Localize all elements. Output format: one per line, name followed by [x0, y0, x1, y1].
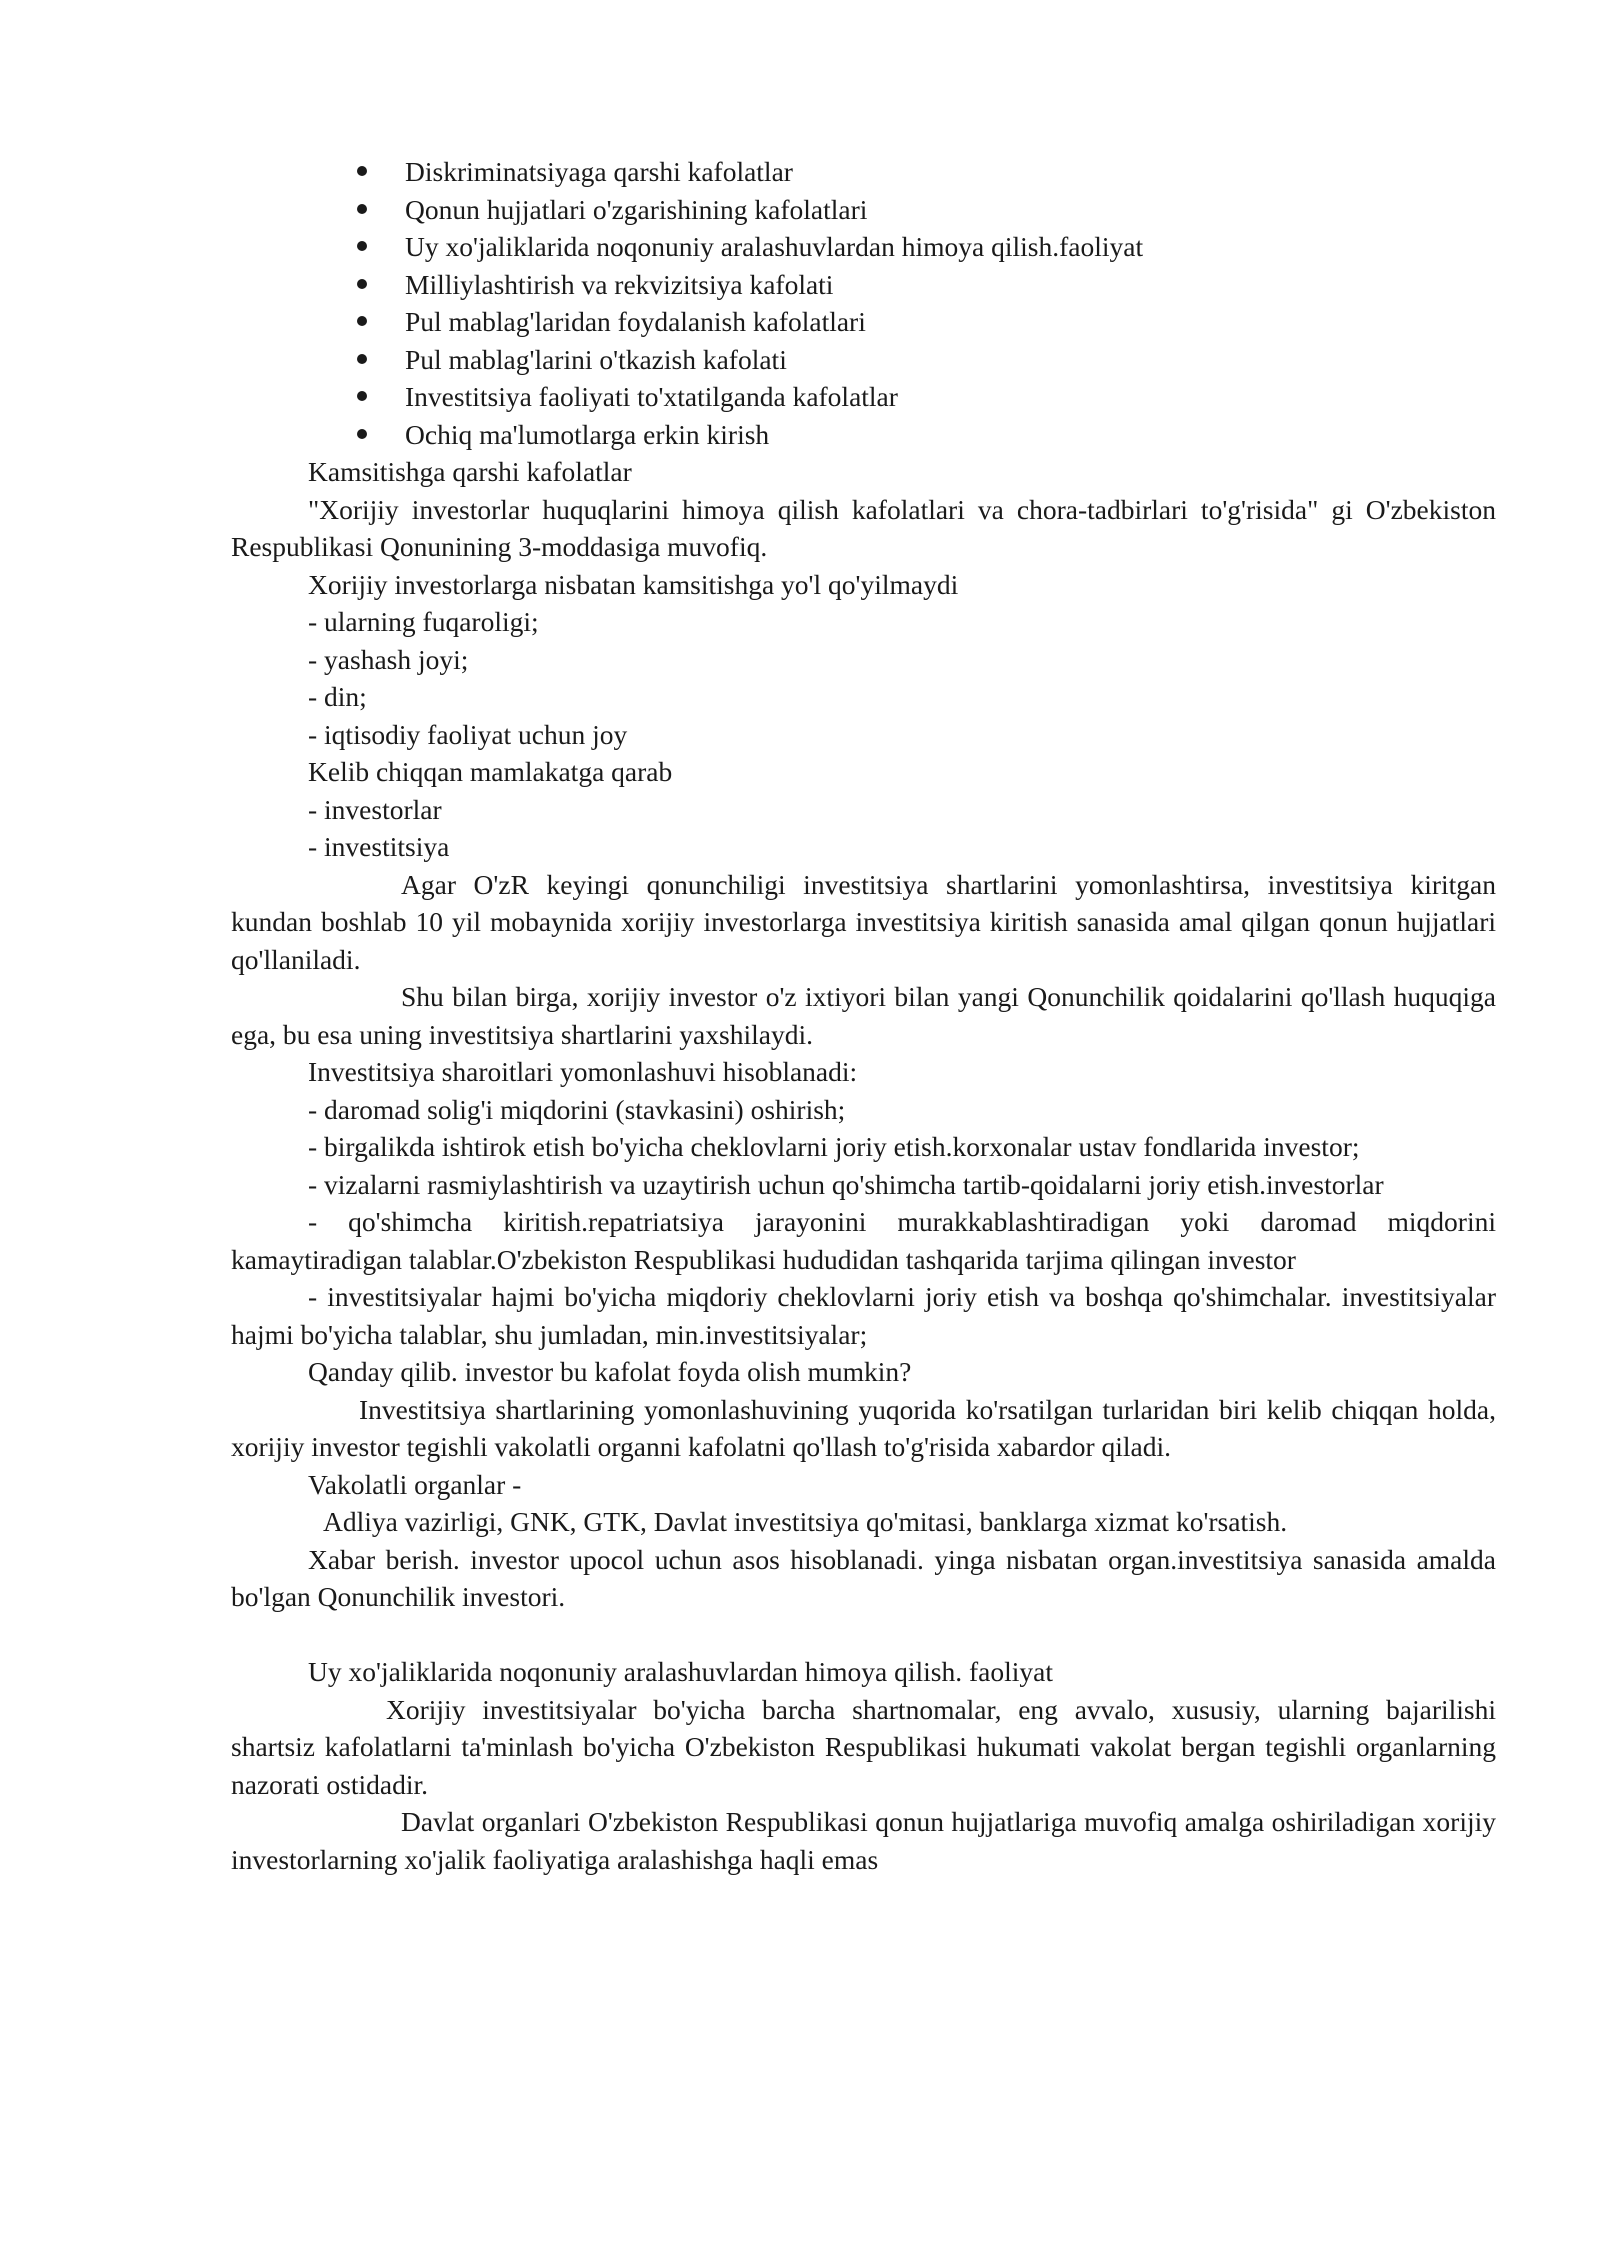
list-item: - daromad solig'i miqdorini (stavkasini) oshirish; [308, 1093, 846, 1125]
list-item: - investitsiyalar hajmi bo'yicha miqdoriy cheklovlarni joriy etish va boshqa qo'shimchalar. investitsiyalar hajmi bo'yicha talablar, shu jumladan, min.investitsiyalar; [231, 1281, 1496, 1350]
paragraph: Qanday qilib. investor bu kafolat foyda olish mumkin? [308, 1356, 912, 1387]
bullet-icon [357, 204, 367, 214]
list-item: - ularning fuqaroligi; [308, 606, 539, 637]
paragraph: Adliya vazirligi, GNK, GTK, Davlat investitsiya qo'mitasi, banklarga xizmat ko'rsatish. [323, 1506, 1288, 1537]
list-item: Pul mablag'laridan foydalanish kafolatlari [231, 303, 1496, 341]
list-item: - birgalikda ishtirok etish bo'yicha cheklovlarni joriy etish.korxonalar ustav fondlarida investor; [308, 1131, 1360, 1162]
bullet-icon [357, 241, 367, 251]
paragraph: Shu bilan birga, xorijiy investor o'z ixtiyori bilan yangi Qonunchilik qoidalarini qo'llash huquqiga ega, bu esa uning investitsiya shartlarini yaxshilaydi. [231, 981, 1496, 1050]
bullet-icon [357, 429, 367, 439]
list-item: - investorlar [308, 793, 442, 825]
section-heading: Uy xo'jaliklarida noqonuniy aralashuvlardan himoya qilish. faoliyat [308, 1656, 1053, 1687]
bullet-icon [357, 279, 367, 289]
paragraph: Xorijiy investitsiyalar bo'yicha barcha shartnomalar, eng avvalo, xususiy, ularning bajarilishi shartsiz kafolatlarni ta'minlash bo'yicha O'zbekiston Respublikasi hukumati vakolat bergan tegishli organlarning nazorati ostidadir. [231, 1693, 1496, 1800]
list-item: - iqtisodiy faoliyat uchun joy [308, 718, 628, 750]
paragraph: "Xorijiy investorlar huquqlarini himoya qilish kafolatlari va chora-tadbirlari to'g'risida" gi O'zbekiston Respublikasi Qonunining 3-moddasiga muvofiq. [231, 493, 1496, 562]
guarantees-bullet-list [231, 153, 1496, 453]
list-item: - yashash joyi; [308, 643, 469, 675]
list-item: - vizalarni rasmiylashtirish va uzaytirish uchun qo'shimcha tartib-qoidalarni joriy etish.investorlar [308, 1168, 1384, 1200]
paragraph: Vakolatli organlar - [308, 1468, 522, 1500]
paragraph: Investitsiya shartlarining yomonlashuvining yuqorida ko'rsatilgan turlaridan biri kelib chiqqan holda, xorijiy investor tegishli vakolatli organni kafolatni qo'llash to'g'risida xabardor qiladi. [231, 1393, 1496, 1462]
bullet-icon [357, 354, 367, 364]
blank-line [231, 1616, 1496, 1654]
paragraph: Xabar berish. investor upocol uchun asos hisoblanadi. yinga nisbatan organ.investitsiya sanasida amalda bo'lgan Qonunchilik investori. [231, 1543, 1496, 1612]
bullet-icon [357, 316, 367, 326]
bullet-icon [357, 166, 367, 176]
paragraph: Xorijiy investorlarga nisbatan kamsitishga yo'l qo'yilmaydi [308, 568, 959, 600]
list-item: Diskriminatsiyaga qarshi kafolatlar [231, 153, 1496, 191]
list-item: Pul mablag'larini o'tkazish kafolati [231, 341, 1496, 379]
paragraph: Davlat organlari O'zbekiston Respublikasi qonun hujjatlariga muvofiq amalga oshiriladigan xorijiy investorlarning xo'jalik faoliyatiga aralashishga haqli emas [231, 1806, 1496, 1875]
list-item: Milliylashtirish va rekvizitsiya kafolati [231, 266, 1496, 304]
list-item: Qonun hujjatlari o'zgarishining kafolatlari [231, 191, 1496, 229]
list-item: Uy xo'jaliklarida noqonuniy aralashuvlardan himoya qilish.faoliyat [231, 228, 1496, 266]
document-page [231, 153, 1496, 1878]
list-item: Ochiq ma'lumotlarga erkin kirish [231, 416, 1496, 454]
section-heading: Kamsitishga qarshi kafolatlar [308, 456, 632, 487]
list-item: - din; [308, 681, 367, 712]
paragraph: Agar O'zR keyingi qonunchiligi investitsiya shartlarini yomonlashtirsa, investitsiya kiritgan kundan boshlab 10 yil mobaynida xorijiy investorlarga investitsiya kiritish sanasida amal qilgan qonun hujjatlari qo'llaniladi. [231, 868, 1496, 975]
list-item: - qo'shimcha kiritish.repatriatsiya jarayonini murakkablashtiradigan yoki daromad miqdorini kamaytiradigan talablar.O'zbekiston Respublikasi hududidan tashqarida tarjima qilingan investor [231, 1206, 1496, 1275]
paragraph: Investitsiya sharoitlari yomonlashuvi hisoblanadi: [308, 1056, 858, 1087]
bullet-icon [357, 391, 367, 401]
paragraph: Kelib chiqqan mamlakatga qarab [308, 756, 673, 787]
list-item: Investitsiya faoliyati to'xtatilganda kafolatlar [231, 378, 1496, 416]
list-item: - investitsiya [308, 831, 450, 862]
